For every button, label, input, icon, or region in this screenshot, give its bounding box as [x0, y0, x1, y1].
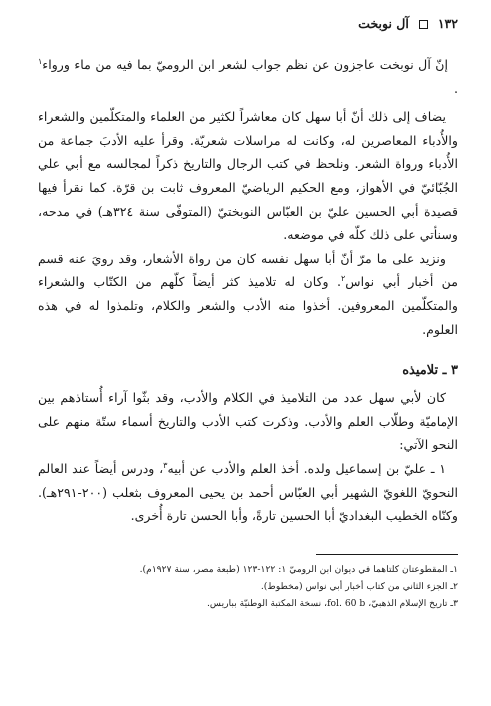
student-item-1-before: ١ ـ عليّ بن إسماعيل ولده. أخذ العلم والأدب عن أبيه — [167, 460, 446, 476]
footnote-1: ١ـ المقطوعتان كلتاهما في ديوان ابن الروميّ ١: ١٢٢-١٢٣ (طبعة مصر، سنة ١٩٢٧م). — [139, 563, 458, 575]
footnote-ref-2: ٢ — [340, 274, 346, 284]
section-heading: ٣ ـ تلاميذه — [402, 363, 458, 379]
student-item-1-after: ، ودرس أيضاً عند العالم النحويّ اللغويّ الشهير أبي العبّاس أحمد بن يحيى المعروف بثعلب (٢٠٠-٢٩١هـ). وكنّاه الخطيب البغداديّ أبا الحسين تارةً، وأبا الحسن تارة أُخرى. — [38, 460, 458, 524]
footnote-3: ٣ـ تاريخ الإسلام الذهبيّ، fol. 60 b، نسخة المكتبة الوطنيّة بباريس. — [207, 597, 458, 609]
running-title: آل نوبخت — [358, 16, 409, 31]
paragraph-3 — [38, 247, 458, 341]
footnote-ref-1: ١ — [38, 56, 43, 66]
running-header — [38, 14, 458, 34]
paragraph-3-text-after: . وكان له تلاميذ كثر أيضاً كلّهم من الكتّاب والشعراء والمتكلّمين المعروفين. أخذوا منه الأدب والشعر والكلام، وتلمذوا له في هذه العلوم. — [38, 274, 458, 337]
square-ornament-icon — [419, 20, 428, 29]
student-item-1 — [38, 457, 458, 528]
paragraph-2: يضاف إلى ذلك أنّ أبا سهل كان معاشراً لكثير من العلماء والمتكلّمين والشعراء والأُدباء المعاصرين له، وكانت له مراسلات شعريّة. وقرأ عليه الأدبَ جماعة من الأُدباء ورواة الشعر. ونلحظ في كتب الرجال والتاريخ ذكراً لمجالسه مع أبي علي الجُبّائيّ في الأهواز، ومع الحكيم الرياضيّ المعروف ثابت بن قرّة. كما نقرأ فيها قصيدة أبي الحسين عليّ بن العبّاس النوبختيّ (المتوفّى سنة ٣٢٤هـ) في مدحه، وسنأتي على ذلك كلّه في موضعه. — [38, 109, 459, 243]
footnotes — [38, 561, 458, 612]
main-text — [38, 53, 458, 528]
paragraph-1-end: . — [453, 80, 458, 96]
footnote-divider — [316, 554, 458, 555]
footnote-ref-3: ٣ — [163, 460, 168, 470]
paragraph-3-text-before: ونزيد على ما مرّ أنّ أبا سهل نفسه كان من رواة الأشعار، وقد رويَ عنه قسم من أخبار أبي نواس — [38, 250, 458, 290]
paragraph-1-text: إنّ آل نوبخت عاجزون عن نظم جواب لشعر ابن الروميّ بما فيه من ماء ورواء — [42, 57, 448, 72]
page-number: ١٣٢ — [437, 16, 458, 31]
paragraph-1 — [38, 53, 458, 100]
section-intro: كان لأبي سهل عدد من التلاميذ في الكلام والأدب، وقد بثّوا آراء أُستاذهم بين الإماميّة وطلّاب العلم والأدب. وذكرت كتب الأدب والتاريخ أسماء ستّة منهم على النحو الآتي: — [38, 390, 458, 453]
footnote-2: ٢ـ الجزء الثاني من كتاب أخبار أبي نواس (مخطوط). — [260, 580, 458, 592]
book-page — [38, 14, 458, 694]
